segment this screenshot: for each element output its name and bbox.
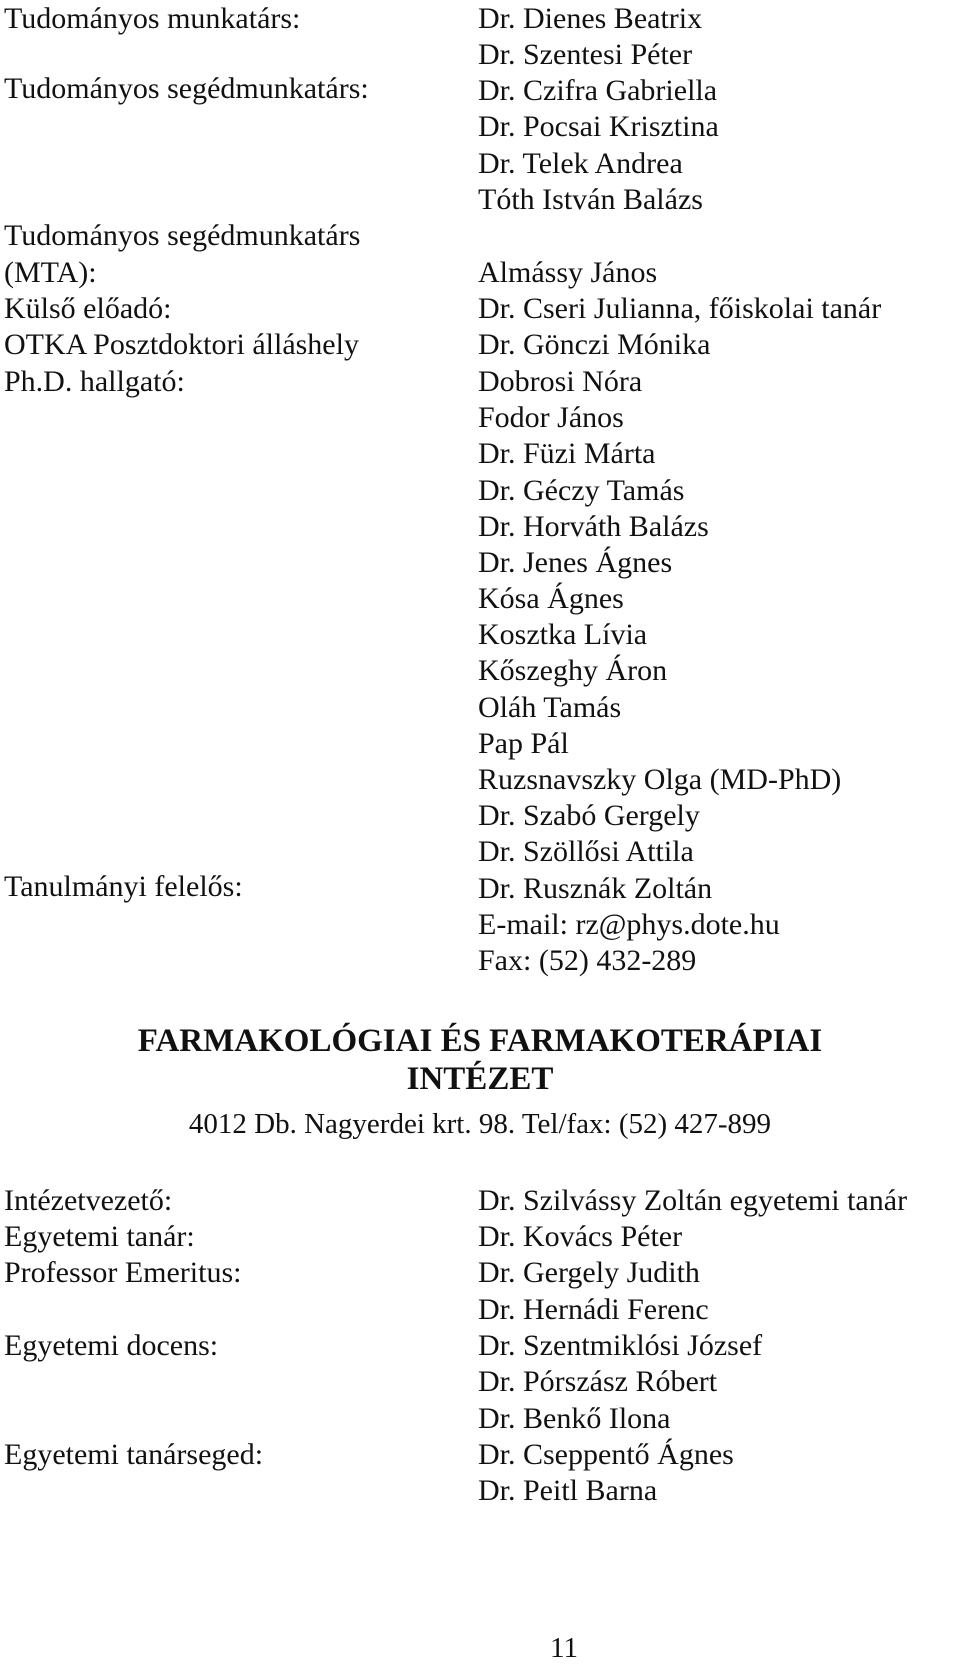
staff-name: Tóth István Balázs [478,183,703,216]
staff-name: Dr. Szentesi Péter [478,38,693,71]
role-label-scientific-assistant: Tudományos segédmunkatárs: [4,72,369,105]
staff-name: Dr. Cseppentő Ágnes [478,1438,734,1471]
staff-name: Dr. Hernádi Ferenc [478,1293,709,1326]
staff-name: Ruzsnavszky Olga (MD-PhD) [478,763,842,796]
role-label-phd-student: Ph.D. hallgató: [4,365,185,398]
staff-name: Dr. Rusznák Zoltán [478,872,713,905]
role-label-professor-emeritus: Professor Emeritus: [4,1256,242,1289]
page-number: 11 [550,1632,578,1664]
role-label-otka-postdoc: OTKA Posztdoktori álláshely [4,328,359,361]
role-label-associate-professor: Egyetemi docens: [4,1329,219,1362]
role-label-scientific-assistant-mta: Tudományos segédmunkatárs [4,219,361,252]
staff-name: Dr. Szabó Gergely [478,799,700,832]
staff-name: Dr. Kovács Péter [478,1220,683,1253]
staff-name: Dr. Géczy Tamás [478,474,685,507]
staff-name: Dr. Czifra Gabriella [478,74,718,107]
staff-name: Dr. Pórszász Róbert [478,1365,718,1398]
role-label-external-lecturer: Külső előadó: [4,292,172,325]
staff-name: Dr. Peitl Barna [478,1474,658,1507]
staff-name: Almássy János [478,256,658,289]
staff-name: Dr. Jenes Ágnes [478,546,673,579]
staff-name: Kőszeghy Áron [478,654,668,687]
role-label-assistant-lecturer: Egyetemi tanárseged: [4,1438,264,1471]
staff-name: Pap Pál [478,727,569,760]
role-label-director: Intézetvezető: [4,1184,173,1217]
staff-name: Dr. Szöllősi Attila [478,835,694,868]
staff-name: Dr. Gergely Judith [478,1256,700,1289]
staff-name: Dr. Szentmiklósi József [478,1329,763,1362]
staff-name: Fodor János [478,401,624,434]
role-label-professor: Egyetemi tanár: [4,1220,195,1253]
staff-name: Dobrosi Nóra [478,365,643,398]
contact-fax: Fax: (52) 432-289 [478,944,697,977]
contact-email: E-mail: rz@phys.dote.hu [478,908,780,941]
staff-name: Kosztka Lívia [478,618,648,651]
staff-name: Dr. Horváth Balázs [478,510,709,543]
staff-name: Dr. Szilvássy Zoltán egyetemi tanár [478,1184,908,1217]
staff-name: Dr. Cseri Julianna, főiskolai tanár [478,292,882,325]
staff-name: Dr. Telek Andrea [478,147,683,180]
staff-name: Dr. Dienes Beatrix [478,2,703,35]
role-label-study-officer: Tanulmányi felelős: [4,870,243,903]
staff-name: Kósa Ágnes [478,582,624,615]
institute-address: 4012 Db. Nagyerdei krt. 98. Tel/fax: (52) 427-899 [188,1108,772,1140]
staff-name: Dr. Pocsai Krisztina [478,110,719,143]
staff-name: Dr. Gönczi Mónika [478,328,711,361]
institute-title: FARMAKOLÓGIAI ÉS FARMAKOTERÁPIAI [137,1023,823,1059]
staff-name: Dr. Benkő Ilona [478,1402,671,1435]
staff-name: Oláh Tamás [478,691,622,724]
institute-title-line2: INTÉZET [406,1061,554,1097]
staff-name: Dr. Füzi Márta [478,437,656,470]
role-label-mta: (MTA): [4,256,97,289]
role-label-scientific-fellow: Tudományos munkatárs: [4,2,301,35]
